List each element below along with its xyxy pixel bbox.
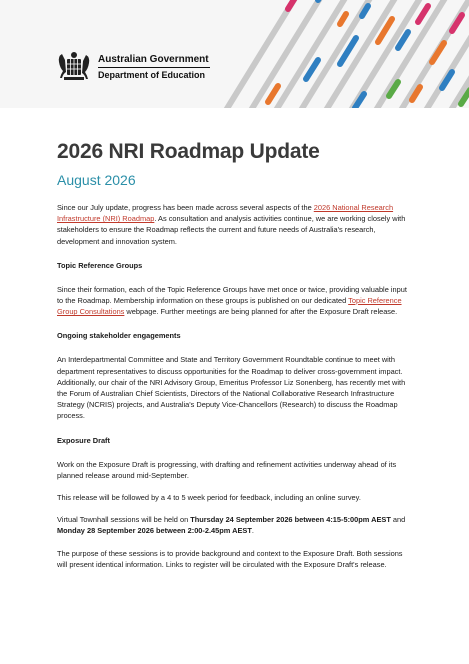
topic-reference-text-end: webpage. Further meetings are being planned for after the Exposure Draft release. [124, 307, 398, 317]
government-logo [56, 50, 216, 90]
logo-divider [98, 67, 210, 68]
document-body [57, 140, 413, 570]
page-title: 2026 NRI Roadmap Update [57, 140, 320, 163]
page-header [0, 0, 469, 110]
section-heading-exposure-draft: Exposure Draft [57, 435, 110, 445]
exposure-draft-paragraph-2: This release will be followed by a 4 to 5 week period for feedback, including an online survey. [57, 493, 361, 503]
townhall-text: Virtual Townhall sessions will be held on [57, 515, 191, 525]
intro-paragraph [57, 202, 413, 247]
topic-reference-text: Since their formation, each of the Topic Reference Groups have met once or twice, providing valuable input to the Roadmap. Membership information on these groups is published on our dedicated [57, 284, 407, 306]
roadmap-link[interactable]: 2026 National Research Infrastructure (NRI) Roadmap [57, 203, 394, 224]
topic-reference-paragraph [57, 284, 413, 318]
townhall-paragraph [57, 514, 413, 536]
townhall-date-1: Thursday 24 September 2026 between 4:15-5:00pm AEST [190, 515, 391, 525]
department-name: Department of Education [98, 70, 206, 80]
purpose-paragraph: The purpose of these sessions is to provide background and context to the Exposure Draft. Both sessions will present identical information. Links to register will be circulated with the Exposure Draft's release. [57, 548, 403, 569]
townhall-text-end: . [251, 526, 254, 536]
section-heading-topic-reference-groups: Topic Reference Groups [57, 260, 143, 270]
coat-of-arms-icon [56, 50, 92, 84]
section-heading-stakeholder: Ongoing stakeholder engagements [57, 331, 181, 341]
page-subtitle: August 2026 [57, 172, 136, 188]
topic-reference-link[interactable]: Topic Reference Group Consultations [57, 296, 402, 317]
government-name: Australian Government [98, 54, 209, 65]
townhall-text-and: and [390, 515, 406, 525]
townhall-date-2: Monday 28 September 2026 between 2:00-2.45pm AEST [57, 526, 252, 536]
exposure-draft-paragraph-1: Work on the Exposure Draft is progressing, with drafting and refinement activities underway ahead of its planned release around mid-September. [57, 459, 397, 480]
intro-text: Since our July update, progress has been made across several aspects of the [57, 203, 314, 212]
stakeholder-paragraph: An Interdepartmental Committee and State and Territory Government Roundtable continue to meet with department representatives to discuss opportunities for the Roadmap to deliver cross-government impact. Additionally, our chair of the NRI Advisory Group, Emeritus Professor Liz Sonenberg, has recently met with the Forum of Australian Chief Scientists, Directors of the National Collaborative Research Infrastructure Strategy (NCRIS) projects, and Australia's Deputy Vice-Chancellors (Research) to discuss the Roadmap process. [57, 355, 406, 421]
intro-text-end: . As consultation and analysis activities continue, we are working closely with stakeholders to ensure the Roadmap reflects the current and future needs of Australia's research, development and innovation system. [57, 214, 406, 246]
